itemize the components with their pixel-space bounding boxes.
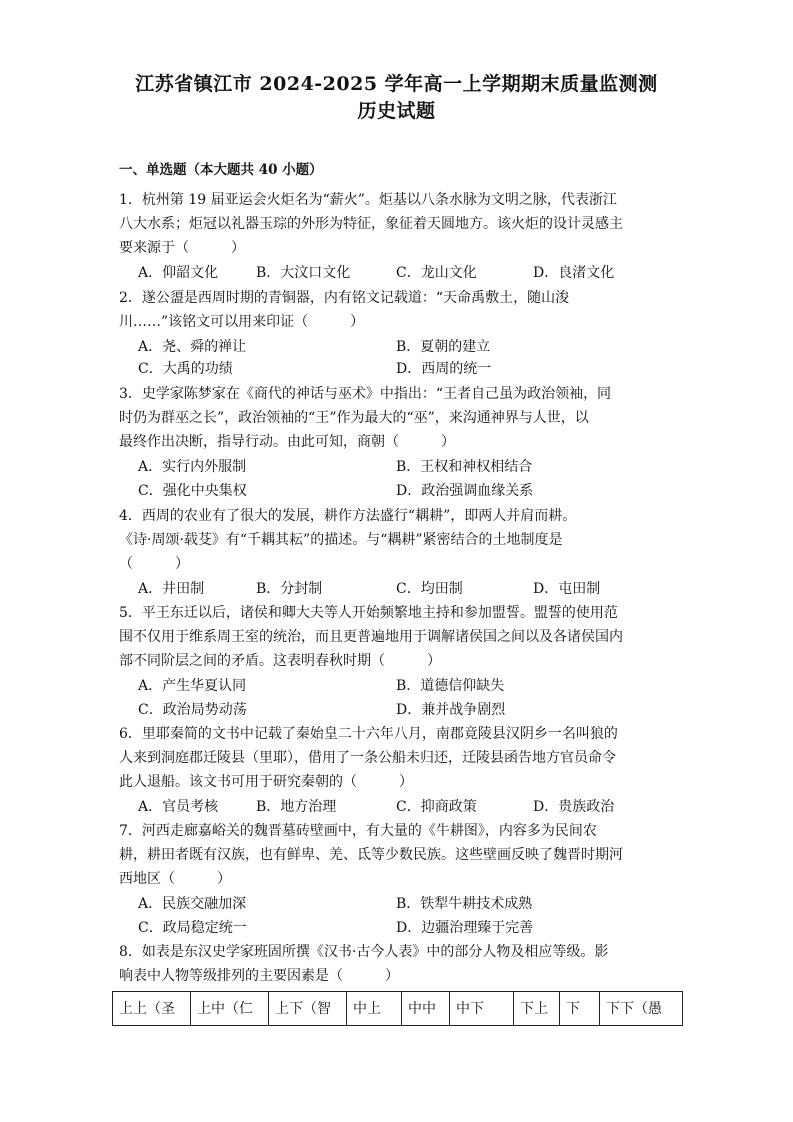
- question-6-line-1: 6．里耶秦简的文书中记载了秦始皇二十六年八月，南郡竟陵县汉阴乡一名叫狼的: [119, 726, 618, 742]
- question-1-option-b[interactable]: B．大汶口文化: [256, 265, 351, 281]
- question-5-line-2: 围不仅用于维系周王室的统治，而且更普遍地用于调解诸侯国之间以及各诸侯国内: [119, 629, 623, 645]
- question-3-option-b[interactable]: B．王权和神权相结合: [396, 459, 533, 475]
- table-cell: 上中（仁: [191, 992, 269, 1026]
- question-7-line-1: 7．河西走廊嘉峪关的魏晋墓砖壁画中，有大量的《牛耕图》，内容多为民间农: [119, 823, 597, 839]
- question-6-line-2: 人来到洞庭郡迁陵县（里耶），借用了一条公船未归还，迁陵县函告地方官员命令: [119, 750, 616, 766]
- question-2-line-2: 川……”该铭文可以用来印证（ ）: [119, 314, 365, 330]
- question-2-line-1: 2．遂公盨是西周时期的青铜器，内有铭文记载道：“天命禹敷土，随山浚: [119, 290, 570, 306]
- question-6-option-a[interactable]: A．官员考核: [138, 799, 219, 815]
- question-4-option-c[interactable]: C．均田制: [396, 581, 463, 597]
- table-cell: 上下（智: [269, 992, 347, 1026]
- question-7-option-b[interactable]: B．铁犁牛耕技术成熟: [396, 896, 533, 912]
- question-5-option-c[interactable]: C．政治局势动荡: [138, 702, 247, 718]
- question-7-line-2: 耕，耕田者既有汉族，也有鲜卑、羌、氐等少数民族。这些壁画反映了魏晋时期河: [119, 847, 623, 863]
- question-5-line-3: 部不同阶层之间的矛盾。这表明春秋时期（ ）: [119, 653, 441, 669]
- question-4-line-2: 《诗·周颂·载芟》有“千耦其耘”的描述。与“耦耕”紧密结合的土地制度是: [119, 532, 563, 548]
- question-5-option-a[interactable]: A．产生华夏认同: [138, 678, 247, 694]
- question-3-line-2: 时仍为群巫之长”，政治领袖的“王”作为最大的“巫”，来沟通神界与人世，以: [119, 410, 589, 426]
- question-1-line-2: 八大水系；炬冠以礼器玉琮的外形为特征，象征着天圆地方。该火炬的设计灵感主: [119, 216, 623, 232]
- question-6-line-3: 此人退船。该文书可用于研究秦朝的（ ）: [119, 774, 413, 790]
- question-4-option-d[interactable]: D．屯田制: [533, 581, 601, 597]
- question-3-line-1: 3．史学家陈梦家在《商代的神话与巫术》中指出：“王者自己虽为政治领袖，同: [119, 386, 612, 402]
- question-7-option-a[interactable]: A．民族交融加深: [138, 896, 247, 912]
- page-title: 江苏省镇江市 2024-2025 学年高一上学期期末质量监测测: [135, 73, 658, 95]
- question-3-option-c[interactable]: C．强化中央集权: [138, 483, 247, 499]
- question-3-line-3: 最终作出决断，指导行动。由此可知，商朝（ ）: [119, 434, 455, 450]
- question-4-option-b[interactable]: B．分封制: [256, 581, 323, 597]
- question-1-line-3: 要来源于（ ）: [119, 240, 245, 256]
- question-5-option-b[interactable]: B．道德信仰缺失: [396, 678, 505, 694]
- question-1-option-d[interactable]: D．良渚文化: [533, 265, 615, 281]
- table-cell: 中上: [347, 992, 402, 1026]
- grade-table: [112, 991, 683, 1026]
- question-6-option-d[interactable]: D．贵族政治: [533, 799, 615, 815]
- table-cell: 下上: [514, 992, 560, 1026]
- question-6-option-c[interactable]: C．抑商政策: [396, 799, 477, 815]
- question-2-option-b[interactable]: B．夏朝的建立: [396, 339, 491, 355]
- question-3-option-d[interactable]: D．政治强调血缘关系: [396, 483, 534, 499]
- section-heading: 一、单选题（本大题共 40 小题）: [119, 162, 323, 178]
- question-8-line-2: 响表中人物等级排列的主要因素是（ ）: [119, 968, 399, 984]
- question-2-option-a[interactable]: A．尧、舜的禅让: [138, 339, 247, 355]
- question-7-option-d[interactable]: D．边疆治理臻于完善: [396, 920, 534, 936]
- question-4-line-1: 4．西周的农业有了很大的发展，耕作方法盛行“耦耕”，即两人并肩而耕。: [119, 508, 577, 524]
- question-5-option-d[interactable]: D．兼并战争剧烈: [396, 702, 506, 718]
- question-1-line-1: 1．杭州第 19 届亚运会火炬名为“薪火”。炬基以八条水脉为文明之脉，代表浙江: [119, 192, 617, 208]
- question-2-option-d[interactable]: D．西周的统一: [396, 361, 492, 377]
- question-8-line-1: 8．如表是东汉史学家班固所撰《汉书·古今人表》中的部分人物及相应等级。影: [119, 944, 609, 960]
- table-cell: 上上（圣: [113, 992, 191, 1026]
- table-cell: 中中: [402, 992, 450, 1026]
- question-3-option-a[interactable]: A．实行内外服制: [138, 459, 247, 475]
- question-7-line-3: 西地区（ ）: [119, 871, 231, 887]
- question-2-option-c[interactable]: C．大禹的功绩: [138, 361, 233, 377]
- question-1-option-c[interactable]: C．龙山文化: [396, 265, 477, 281]
- question-6-option-b[interactable]: B．地方治理: [256, 799, 337, 815]
- question-5-line-1: 5．平王东迁以后，诸侯和卿大夫等人开始频繁地主持和参加盟誓。盟誓的使用范: [119, 605, 618, 621]
- question-4-option-a[interactable]: A．井田制: [138, 581, 205, 597]
- question-7-option-c[interactable]: C．政局稳定统一: [138, 920, 247, 936]
- table-row: [113, 992, 683, 1026]
- table-cell: 中下: [450, 992, 514, 1026]
- page-subtitle: 历史试题: [357, 100, 436, 122]
- question-4-line-3: （ ）: [119, 556, 189, 572]
- question-1-option-a[interactable]: A．仰韶文化: [138, 265, 219, 281]
- table-cell: 下: [560, 992, 600, 1026]
- table-cell: 下下（愚: [600, 992, 683, 1026]
